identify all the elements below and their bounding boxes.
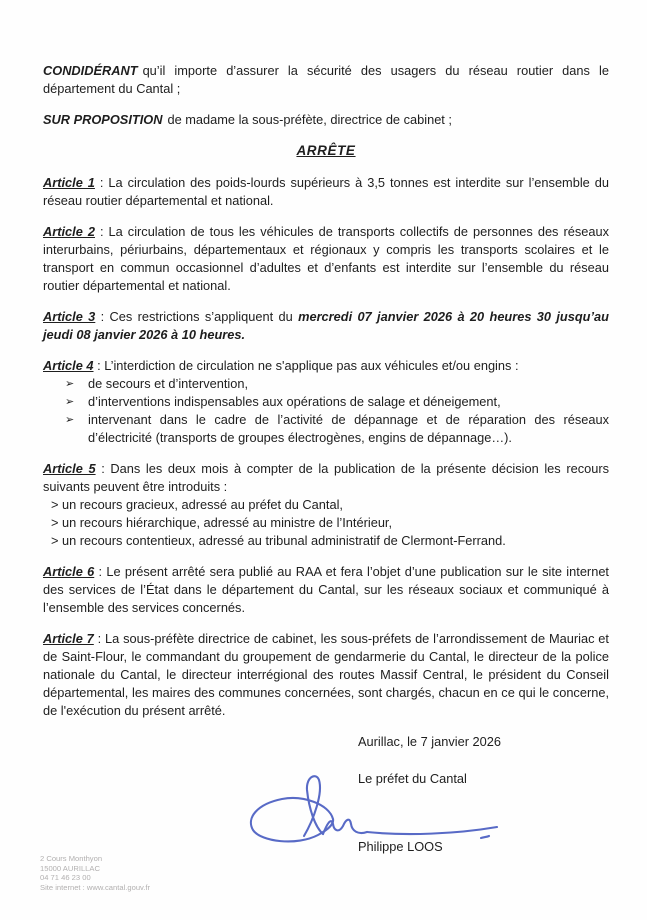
decree-heading: ARRÊTE <box>296 143 356 158</box>
article-6-text: Le présent arrêté sera publié au RAA et fera l’objet d’une publication sur le site internet des services de l’État dans le département du Cantal, sur les réseaux sociaux et communiqué à l’ensemble des services concernés. <box>43 564 609 615</box>
footer-address-line1: 2 Cours Monthyon <box>40 854 103 863</box>
prefecture-footer <box>40 854 150 892</box>
list-item-text: un recours contentieux, adressé au tribunal administratif de Clermont-Ferrand. <box>62 533 506 548</box>
proposition-keyword: SUR PROPOSITION <box>43 112 163 127</box>
footer-phone: 04 71 46 23 00 <box>40 873 91 883</box>
article-2-text: La circulation de tous les véhicules de transports collectifs de personnes des réseaux interurbains, périurbains, départementaux et régionaux y compris les transports scolaires et le transport en commun occasionnel d’adultes et d’enfants est interdite sur l’ensemble du réseau routier départemental et national. <box>43 224 609 293</box>
article-2-label: Article 2 <box>43 224 95 239</box>
arrowhead-bullet-icon: ➢ <box>65 378 75 390</box>
article-6 <box>43 563 609 617</box>
article-4-text: L’interdiction de circulation ne s'applique pas aux véhicules et/ou engins : <box>104 358 519 373</box>
article-1-label: Article 1 <box>43 175 95 190</box>
article-4-colon: : <box>93 358 105 373</box>
article-7-colon: : <box>93 631 106 646</box>
article-3-colon: : <box>95 309 110 324</box>
list-item-text: un recours hiérarchique, adressé au ministre de l’Intérieur, <box>62 515 393 530</box>
place-and-date: Aurillac, le 7 janvier 2026 <box>358 734 501 749</box>
list-item <box>43 375 609 393</box>
article-7-label: Article 7 <box>43 631 94 646</box>
greater-than-bullet-icon: > <box>51 533 59 548</box>
footer-address-line2: 15000 AURILLAC <box>40 863 100 873</box>
article-1-text: La circulation des poids-lourds supérieurs à 3,5 tonnes est interdite sur l’ensemble du réseau routier départemental et national. <box>43 175 609 208</box>
article-3-label: Article 3 <box>43 309 96 324</box>
footer-website: Site internet : www.cantal.gouv.fr <box>40 882 151 892</box>
considerant-text: qu’il importe d’assurer la sécurité des usagers du réseau routier dans le département du Cantal ; <box>43 63 609 96</box>
list-item <box>43 514 609 532</box>
article-5 <box>43 460 609 496</box>
article-7 <box>43 630 609 720</box>
greater-than-bullet-icon: > <box>51 515 59 530</box>
signature-block <box>43 733 609 873</box>
article-2 <box>43 223 609 295</box>
proposition-text: de madame la sous-préfète, directrice de cabinet ; <box>167 112 452 127</box>
paragraph-considerant <box>43 62 609 98</box>
list-item <box>43 411 609 447</box>
signatory-name: Philippe LOOS <box>358 839 443 854</box>
list-item-text: intervenant dans le cadre de l’activité de dépannage et de réparation des réseaux d’électricité (transports de groupes électrogènes, engins de dépannage…). <box>88 412 609 445</box>
signatory-title: Le préfet du Cantal <box>358 771 467 786</box>
greater-than-bullet-icon: > <box>51 497 59 512</box>
list-item <box>43 496 609 514</box>
article-3-text: Ces restrictions s’appliquent du <box>109 309 299 324</box>
article-4 <box>43 357 609 375</box>
article-5-text: Dans les deux mois à compter de la publication de la présente décision les recours suivants peuvent être introduits : <box>43 461 609 494</box>
list-item-text: d’interventions indispensables aux opérations de salage et déneigement, <box>88 394 501 409</box>
article-4-label: Article 4 <box>43 358 94 373</box>
article-2-colon: : <box>94 224 109 239</box>
article-1-colon: : <box>94 175 109 190</box>
article-5-colon: : <box>95 461 111 476</box>
article-3 <box>43 308 609 344</box>
article-5-label: Article 5 <box>43 461 96 476</box>
article-1 <box>43 174 609 210</box>
decree-heading-line <box>43 142 609 160</box>
article-7-text: La sous-préfète directrice de cabinet, les sous-préfets de l’arrondissement de Mauriac et de Saint-Flour, le commandant du groupement de gendarmerie du Cantal, le directeur de la police nationale du Cantal, le directeur interrégional des routes Massif Central, le président du Conseil départemental, les maires des communes concernées, sont chargés, chacun en ce qui le concerne, de l'exécution du présent arrêté. <box>43 631 609 718</box>
list-item <box>43 532 609 550</box>
article-6-colon: : <box>94 564 107 579</box>
list-item <box>43 393 609 411</box>
decree-body <box>43 62 609 873</box>
arrowhead-bullet-icon: ➢ <box>65 414 75 426</box>
list-item-text: un recours gracieux, adressé au préfet du Cantal, <box>62 497 343 512</box>
paragraph-proposition <box>43 111 609 129</box>
considerant-keyword: CONDIDÉRANT <box>43 63 138 78</box>
arrowhead-bullet-icon: ➢ <box>65 396 75 408</box>
article-4-exemption-list <box>43 375 609 447</box>
article-3-dates-emphasis: mercredi 07 janvier 2026 à 20 heures 30 jusqu’au jeudi 08 janvier 2026 à 10 heures. <box>43 309 609 342</box>
article-5-recourse-list <box>43 496 609 550</box>
article-6-label: Article 6 <box>43 564 95 579</box>
list-item-text: de secours et d’intervention, <box>88 376 249 391</box>
